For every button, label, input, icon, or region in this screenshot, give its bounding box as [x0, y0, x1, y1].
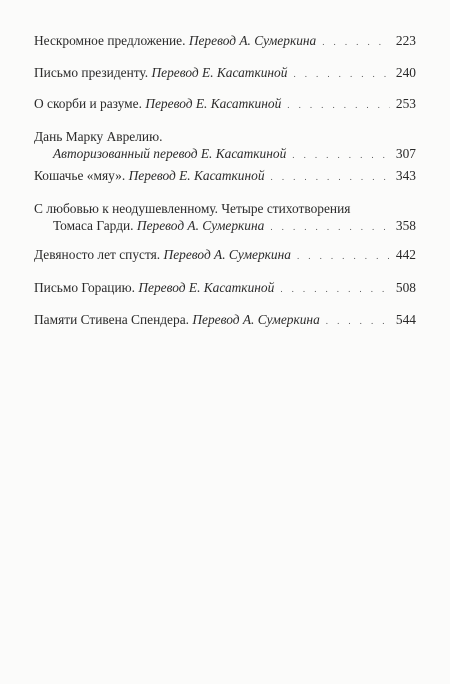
toc-line	[34, 167, 416, 184]
toc-entry-title-continued: Томаса Гарди. Перевод А. Сумеркина	[53, 218, 265, 233]
toc-entry-translator: Перевод А. Сумеркина	[192, 312, 320, 327]
dot-leader	[270, 219, 390, 232]
toc-entry	[34, 32, 416, 49]
dot-leader	[280, 281, 390, 294]
dot-leader	[293, 66, 390, 79]
toc-entry-translator: Перевод А. Сумеркина	[136, 218, 265, 233]
toc-entry-translator: Перевод Е. Касаткиной	[151, 65, 288, 80]
toc-entry	[34, 64, 416, 81]
dot-leader	[326, 313, 390, 326]
dot-leader	[297, 248, 390, 261]
toc-line	[34, 279, 416, 296]
toc-entry-translator-line	[53, 145, 286, 162]
toc-line	[34, 32, 416, 49]
toc-page-number: 240	[395, 65, 416, 80]
toc-page-number: 253	[395, 96, 416, 111]
toc-entry-title: Письмо президенту. Перевод Е. Касаткиной	[34, 65, 288, 80]
toc-page-number: 544	[395, 312, 416, 327]
toc-entry	[34, 246, 416, 263]
dot-leader	[287, 97, 390, 110]
toc-line	[34, 246, 416, 263]
dot-leader	[322, 34, 390, 47]
toc-entry-title: Дань Марку Аврелию.	[34, 129, 163, 144]
toc-page-number: 343	[395, 168, 416, 183]
toc-entry-translator: Перевод А. Сумеркина	[188, 33, 317, 48]
toc-line	[34, 64, 416, 81]
dot-leader	[292, 147, 390, 160]
toc-line-continuation	[34, 217, 416, 234]
toc-entry	[34, 311, 416, 328]
toc-entry-title: Кошачье «мяу». Перевод Е. Касаткиной	[34, 168, 265, 183]
toc-entry	[34, 128, 416, 162]
toc-line	[34, 128, 416, 145]
toc-entry	[34, 95, 416, 112]
toc-entry-title: С любовью к неодушевленному. Четыре стихотворения	[34, 201, 351, 216]
toc-line-continuation	[34, 145, 416, 162]
toc-page-number: 508	[395, 280, 416, 295]
toc-page-number: 223	[395, 33, 416, 48]
toc-entry	[34, 200, 416, 234]
toc-entry-translator: Авторизованный перевод Е. Касаткиной	[53, 146, 287, 161]
toc-entry-translator: Перевод А. Сумеркина	[163, 247, 291, 262]
toc-line	[34, 200, 416, 217]
toc-entry-title: Нескромное предложение. Перевод А. Сумеркина	[34, 33, 317, 48]
toc-entry	[34, 279, 416, 296]
toc-entry-translator: Перевод Е. Касаткиной	[128, 168, 265, 183]
toc-entry	[34, 167, 416, 184]
toc-entry-title: О скорби и разуме. Перевод Е. Касаткиной	[34, 96, 282, 111]
toc-entry-translator: Перевод Е. Касаткиной	[138, 280, 275, 295]
toc-entry-translator: Перевод Е. Касаткиной	[145, 96, 282, 111]
toc-page-number: 307	[395, 146, 416, 161]
toc-page-number: 358	[395, 218, 416, 233]
dot-leader	[271, 169, 390, 182]
toc-entry-title: Памяти Стивена Спендера. Перевод А. Сумеркина	[34, 312, 320, 327]
toc-line	[34, 95, 416, 112]
toc-page-number: 442	[395, 247, 416, 262]
toc-entry-title: Письмо Горацию. Перевод Е. Касаткиной	[34, 280, 275, 295]
toc-entry-title: Девяносто лет спустя. Перевод А. Сумеркина	[34, 247, 291, 262]
toc-line	[34, 311, 416, 328]
